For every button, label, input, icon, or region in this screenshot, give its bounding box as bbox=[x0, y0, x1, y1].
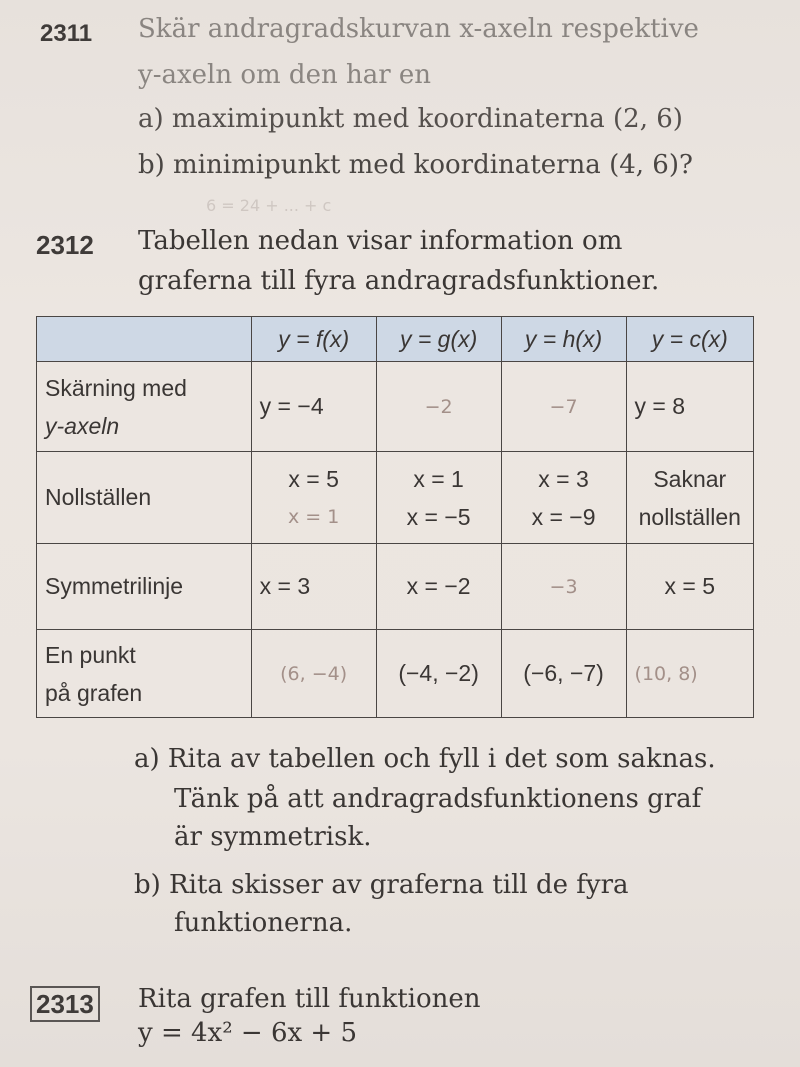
table-row bbox=[37, 544, 754, 630]
cell-h-y-intercept-handwritten: −7 bbox=[501, 362, 626, 452]
table-header-f: y = f(x) bbox=[251, 317, 376, 362]
problem-2313-text: Rita grafen till funktionen bbox=[138, 984, 481, 1014]
table-header-g: y = g(x) bbox=[376, 317, 501, 362]
cell-g-y-intercept-handwritten: −2 bbox=[376, 362, 501, 452]
function-info-table bbox=[36, 316, 754, 718]
table-header-row bbox=[37, 317, 754, 362]
cell-h-point: (−6, −7) bbox=[501, 630, 626, 718]
cell-g-point: (−4, −2) bbox=[376, 630, 501, 718]
cell-f-point-handwritten: (6, −4) bbox=[251, 630, 376, 718]
cell-c-zeros: Saknar nollställen bbox=[626, 452, 753, 544]
problem-2313-number: 2313 bbox=[30, 986, 100, 1022]
cell-g-symmetry: x = −2 bbox=[376, 544, 501, 630]
problem-2313-formula: y = 4x² − 6x + 5 bbox=[138, 1018, 358, 1048]
problem-2311-intro-line2: y-axeln om den har en bbox=[138, 60, 432, 90]
table-header-h: y = h(x) bbox=[501, 317, 626, 362]
table-row bbox=[37, 452, 754, 544]
handwritten-scribble: 6 = 24 + ... + c bbox=[206, 196, 332, 215]
problem-2312-part-a-line3: är symmetrisk. bbox=[174, 822, 372, 852]
cell-c-point-handwritten: (10, 8) bbox=[626, 630, 753, 718]
table-row bbox=[37, 630, 754, 718]
cell-f-symmetry: x = 3 bbox=[251, 544, 376, 630]
problem-2312-intro-line2: graferna till fyra andragradsfunktioner. bbox=[138, 266, 660, 296]
row-label-point-on-graph: En punkt på grafen bbox=[37, 630, 252, 718]
cell-h-zeros: x = 3 x = −9 bbox=[501, 452, 626, 544]
problem-2312-part-b-line2: funktionerna. bbox=[174, 908, 353, 938]
problem-2311-part-a: a) maximipunkt med koordinaterna (2, 6) bbox=[138, 104, 683, 134]
problem-2312-intro-line1: Tabellen nedan visar information om bbox=[138, 226, 623, 256]
problem-2311-intro-line1: Skär andragradskurvan x-axeln respektive bbox=[138, 14, 699, 44]
row-label-y-intercept: Skärning med y-axeln bbox=[37, 362, 252, 452]
table-header-corner bbox=[37, 317, 252, 362]
cell-h-symmetry-handwritten: −3 bbox=[501, 544, 626, 630]
cell-c-y-intercept: y = 8 bbox=[626, 362, 753, 452]
cell-f-zeros: x = 5 x = 1 bbox=[251, 452, 376, 544]
cell-f-y-intercept: y = −4 bbox=[251, 362, 376, 452]
cell-g-zeros: x = 1 x = −5 bbox=[376, 452, 501, 544]
problem-2312-part-a-line2: Tänk på att andragradsfunktionens graf bbox=[174, 784, 702, 814]
row-label-zeros: Nollställen bbox=[37, 452, 252, 544]
problem-2311-number: 2311 bbox=[40, 20, 93, 47]
problem-2312-part-a-line1: a) Rita av tabellen och fyll i det som saknas. bbox=[134, 744, 716, 774]
cell-c-symmetry: x = 5 bbox=[626, 544, 753, 630]
problem-2312-part-b-line1: b) Rita skisser av graferna till de fyra bbox=[134, 870, 629, 900]
table-header-c: y = c(x) bbox=[626, 317, 753, 362]
problem-2311-part-b: b) minimipunkt med koordinaterna (4, 6)? bbox=[138, 150, 693, 180]
row-label-symmetry-line: Symmetrilinje bbox=[37, 544, 252, 630]
table-row bbox=[37, 362, 754, 452]
problem-2312-number: 2312 bbox=[36, 230, 94, 260]
